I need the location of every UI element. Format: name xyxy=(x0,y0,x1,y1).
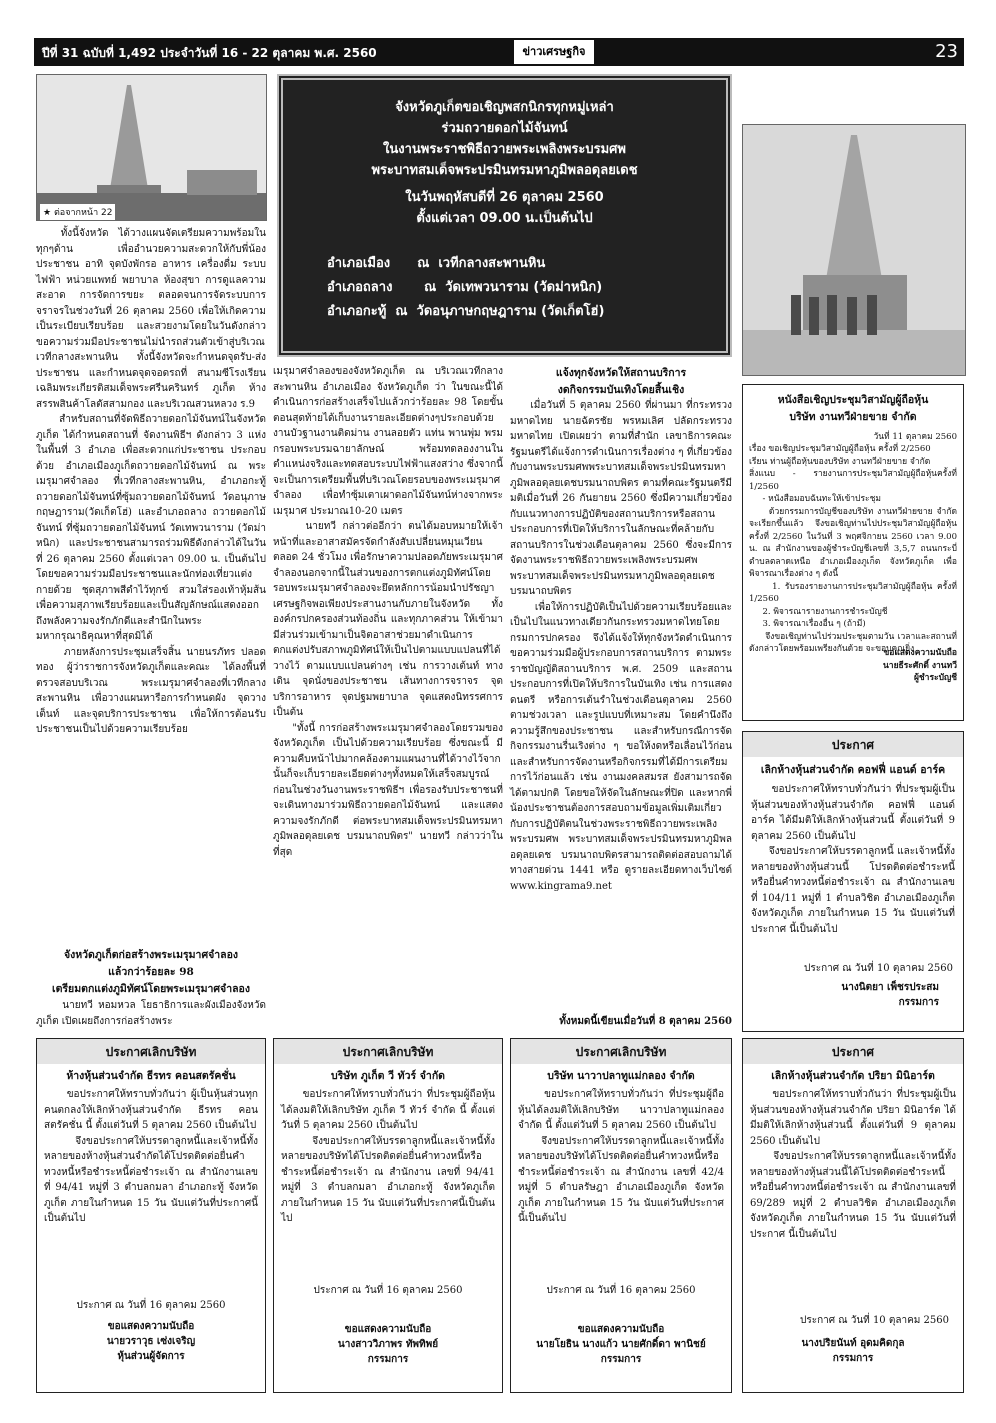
meeting-company: บริษัท งานทวีฝ่ายขาย จำกัด xyxy=(789,411,917,423)
column-2-body: เมรุมาศจำลองของจังหวัดภูเก็ต ณ บริเวณเวทีกลางสะพานหิน อำเภอเมือง จังหวัดภูเก็ต ว่า ในขณะนี้ได้ดำเนินการก่อสร้างเสร็จไปแล้วกว่าร้อยละ 98 โดยขั้นตอนสุดท้ายได้เก็บงานรายละเอียดต่างๆประกอบด้วย งานบัวฐานงานติดม่าน งานลอยตัว แท่น พานพุ่ม พรม กรอบพระบรมฉายาลักษณ์ พร้อมทดลองงานในตำแหน่งจริงและทดสอบระบบไฟฟ้าแสงสว่าง ซึ่งจากนี้จะเป็นการเตรียมพื้นที่บริเวณโดยรอบของพระเมรุมาศจำลอง เพื่อทำซุ้มเตาเผาดอกไม้จันทน์ห่างจากพระเมรุมาศ ประมาณ10-20 เมตร นายทวี กล่าวต่ออีกว่า ตนได้มอบหมายให้เจ้าหน้าที่และอาสาสมัครจัดกำลังสับเปลี่ยนหมุนเวียนตลอด 24 ชั่วโมง เพื่อรักษาความปลอดภัยพระเมรุมาศจำลองนอกจากนี้ในส่วนของการตกแต่งภูมิทัศน์โดยรอบพระเมรุมาศจำลองจะยึดหลักการน้อมนำปรัชญาเศรษฐกิจพอเพียงประสานงานกับภายในจังหวัด ทั้งองค์กรปกครองส่วนท้องถิ่น และทุกภาคส่วน ให้เข้ามามีส่วนร่วมเข้ามาเป็นจิตอาสาช่วยมาดำเนินการตกแต่งปรับสภาพภูมิทัศน์ให้เป็นไปตามแบบแปลนที่ได้วางไว้ ตามแบบแปลนต่างๆ เช่น การวางเต้นท์ ทางเดิน จุดนั่งของประชาชน เส้นทางการจราจร จุดบริการอาหาร จุดปฐมพยาบาล จุดแสดงนิทรรศการ เป็นต้น "ทั้งนี้ การก่อสร้างพระเมรุมาศจำลองโดยรวมของจังหวัดภูเก็ต เป็นไปด้วยความเรียบร้อย ซึ่งขณะนี้ มีความคืบหน้าไปมากคล้องตามแผนงานที่ได้วางไว้จากนั้นก็จะเก็บรายละเอียดต่างๆทั้งหมดให้เสร็จสมบูรณ์ ก่อนในช่วงวันงานพระราชพิธีฯ เพื่อรองรับประชาชนที่จะเดินทางมาร่วมพิธีถวายดอกไม้จันทน์ และแสดงความจงรักภักดี ต่อพระบาทสมเด็จพระปรมินทรมหาภูมิพลอดุลยเดช บรมนาถบพิตร" นายทวี กล่าวว่าในที่สุด xyxy=(273,366,504,858)
construction-photo xyxy=(742,124,966,376)
notice-body: ขอประกาศให้ทราบทั่วกันว่า ที่ประชุมผู้เป็นหุ้นส่วนของห้างหุ้นส่วนจำกัด คอฟฟี่ แอนด์ อาร์ค ได้มีมติให้เลิกห้างหุ้นส่วนนี้ ตั้งแต่วันที่ 9 ตุลาคม 2560 เป็นต้นไป จึงขอประกาศให้บรรดาลูกหนี้ และเจ้าหนี้ทั้งหลายของห้างหุ้นส่วนนี้ โปรดติดต่อชำระหนี้ หรือยื่นคำทวงหนี้ต่อชำระเจ้า ณ สำนักงานเลขที่ 104/11 หมู่ที่ 1 ตำบลวิชิต อำเภอเมืองภูเก็ต จังหวัดภูเก็ต ภายในกำหนด 15 วัน นับแต่วันที่ประกาศ นี้เป็นต้นไป xyxy=(751,784,955,935)
notice-signature xyxy=(743,1336,963,1366)
venue-line: อำเภอกะทู้ ณ วัดอนุภาษกฤษฎาราม (วัดเก็ตโฮ่) xyxy=(327,304,605,319)
announcement-line: พระบาทสมเด็จพระปรมินทรมหาภูมิพลอดุลยเดช xyxy=(371,163,638,178)
col3-heading xyxy=(510,364,732,398)
sign-line: นายธีระศักดิ์ งานทวี xyxy=(882,660,957,671)
sign-line: กรรมการ xyxy=(600,1354,642,1365)
meeting-date: วันที่ 11 ตุลาคม 2560 xyxy=(873,432,957,442)
notice-date: ประกาศ ณ วันที่ 16 ตุลาคม 2560 xyxy=(546,1285,696,1296)
venue-line: อำเภอถลาง ณ วัดเทพวนาราม (วัดม่าหนิก) xyxy=(327,280,603,295)
announcement-line: ตั้งแต่เวลา 09.00 น.เป็นต้นไป xyxy=(416,211,593,226)
meeting-body: เรื่อง ขอเชิญประชุมวิสามัญผู้ถือหุ้น ครั้งที่ 2/2560 เรียน ท่านผู้ถือหุ้นของบริษัท งานทวีฝ่ายขาย จำกัด สิ่งแนบ - รายงานการประชุมวิสามัญผู้ถือหุ้นครั้งที่ 1/2560 - หนังสือมอบฉันทะให้เข้าประชุม ด้วยกรรมการบัญชีของบริษัท งานทวีฝ่ายขาย จำกัด จะเรียกขึ้นแล้ว จึงขอเชิญท่านไปประชุมวิสามัญผู้ถือหุ้น ครั้งที่ 2/2560 ในวันที่ 3 พฤศจิกายน 2560 เวลา 9.00 น. ณ สำนักงานของผู้ชำระบัญชีเลขที่ 3,5,7 ถนนกระบี่ ตำบลตลาดเหนือ อำเภอเมืองภูเก็ต จังหวัดภูเก็ต เพื่อพิจารณาเรื่องต่าง ๆ ดังนี้ 1. รับรองรายงานการประชุมวิสามัญผู้ถือหุ้น ครั้งที่ 1/2560 2. พิจารณารายงานการชำระบัญชี 3. พิจารณาเรื่องอื่น ๆ (ถ้ามี) จึงขอเชิญท่านไปร่วมประชุมตามวัน เวลาและสถานที่ดังกล่าวโดยพร้อมเพรียงกันด้วย จะขอบคุณยิ่ง xyxy=(749,444,957,654)
notice-bottom-2 xyxy=(273,1038,503,1393)
ceremony-announcement xyxy=(277,74,732,357)
announcement-line: ร่วมถวายดอกไม้จันทน์ xyxy=(441,121,568,136)
sign-line: ขอแสดงความนับถือ xyxy=(883,648,957,658)
meeting-title: หนังสือเชิญประชุมวิสามัญผู้ถือหุ้น xyxy=(777,394,929,406)
heading-line: งดกิจกรรมบันเทิงโดยสิ้นเชิง xyxy=(557,384,685,396)
notice-date: ประกาศ ณ วันที่ 10 ตุลาคม 2560 xyxy=(803,963,953,974)
sign-line: นางปริยนันท์ อุดมคิดกุล xyxy=(801,1338,905,1349)
notice-signature xyxy=(511,1322,731,1367)
sign-line: ขอแสดงความนับถือ xyxy=(344,1324,432,1335)
sign-line: ขอแสดงความนับถือ xyxy=(577,1324,665,1335)
sign-line: กรรมการ xyxy=(367,1354,409,1365)
announcement-line: จังหวัดภูเก็ตขอเชิญพสกนิกรทุกหมู่เหล่า xyxy=(395,100,614,115)
star-icon: ★ xyxy=(43,208,52,218)
sign-line: หุ้นส่วนผู้จัดการ xyxy=(117,1351,185,1362)
notice-date: ประกาศ ณ วันที่ 10 ตุลาคม 2560 xyxy=(799,1315,949,1326)
heading-line: จังหวัดภูเก็ตก่อสร้างพระเมรุมาศจำลอง xyxy=(63,949,239,961)
notice-title: ประกาศเลิกบริษัท xyxy=(511,1039,731,1064)
venue-line: อำเภอเมือง ณ เวทีกลางสะพานหิน xyxy=(327,256,546,271)
notice-company: เลิกห้างหุ้นส่วนจำกัด คอฟฟี่ แอนด์ อาร์ค xyxy=(760,764,946,776)
sign-line: นางนิตยา เพ็ชรประสม xyxy=(841,982,939,993)
notice-title: ประกาศเลิกบริษัท xyxy=(274,1039,502,1064)
issue-line: ปีที่ 31 ฉบับที่ 1,492 ประจำวันที่ 16 - 22 ตุลาคม พ.ศ. 2560 xyxy=(42,46,377,60)
caption-text: ต่อจากหน้า 22 xyxy=(53,208,113,218)
sign-line: ผู้ชำระบัญชี xyxy=(913,673,957,683)
notice-company: บริษัท นาวาปลาทูแม่กลอง จำกัด xyxy=(547,1070,695,1082)
col1-heading xyxy=(36,946,266,997)
notice-title: ประกาศ xyxy=(743,732,963,757)
notice-signature xyxy=(274,1322,502,1367)
column-3-footer: ทั้งหมดนี้เขียนเมื่อวันที่ 8 ตุลาคม 2560 xyxy=(559,1016,732,1027)
notice-bottom-4 xyxy=(742,1038,964,1393)
column-1-tail: นายทวี หอมหวล โยธาธิการและผังเมืองจังหวัดภูเก็ต เปิดเผยถึงการก่อสร้างพระ xyxy=(36,1000,266,1027)
notice-body: ขอประกาศให้ทราบทั่วกันว่า ที่ประชุมผู้ถือหุ้นได้ลงมติให้เลิกบริษัท ภูเก็ต วี ทัวร์ จำกัด นี้ ตั้งแต่วันที่ 5 ตุลาคม 2560 เป็นต้นไป จึงขอประกาศให้บรรดาลูกหนี้และเจ้าหนี้ทั้งหลายของบริษัทได้โปรดติดต่อยื่นคำทวงหนี้หรือชำระหนี้ต่อชำระเจ้า ณ สำนักงาน เลขที่ 94/41 หมู่ที่ 3 ตำบลกมลา อำเภอกะทู้ จังหวัดภูเก็ต ภายในกำหนด 15 วัน นับแต่วันที่ประกาศนี้เป็นต้นไป xyxy=(281,1089,495,1224)
notice-signature xyxy=(743,976,963,1010)
page-number: 23 xyxy=(935,41,958,62)
column-3-body: เมื่อวันที่ 5 ตุลาคม 2560 ที่ผ่านมา ที่กระทรวงมหาดไทย นายฉัตรชัย พรหมเลิศ ปลัดกระทรวงมหาดไทย เปิดเผยว่า ตามที่สำนัก เลขาธิการคณะรัฐมนตรีได้แจ้งการดำเนินการเรื่องต่าง ๆ ที่เกี่ยวข้องกับงานพระบรมศพพระบาทสมเด็จพระปรมินทรมหาภูมิพลอดุลยเดชบรมนาถบพิตร ตามที่คณะรัฐมนตรีมีมติเมื่อวันที่ 26 กันยายน 2560 ซึ่งมีความเกี่ยวข้องกับแนวทางการปฏิบัติของสถานบริการหรือสถานประกอบการที่เปิดให้บริการในลักษณะที่คล้ายกับสถานบริการในช่วงเดือนตุลาคม 2560 ซึ่งจะมีการจัดงานพระราชพิธีถวายพระเพลิงพระบรมศพพระบาทสมเด็จพระปรมินทรมหาภูมิพลอดุลยเดชบรมนาถบพิตร เพื่อให้การปฏิบัติเป็นไปด้วยความเรียบร้อยและเป็นไปในแนวทางเดียวกันกระทรวงมหาดไทยโดยกรมการปกครอง จึงได้แจ้งให้ทุกจังหวัดดำเนินการขอความร่วมมือผู้ประกอบการสถานบริการ ตามพระราชบัญญัติสถานบริการ พ.ศ. 2509 และสถานประกอบการที่เปิดให้บริการในบันเทิง เช่น การแสดงดนตรี หรือการเต้นรำในช่วงเดือนตุลาคม 2560 ตามช่วงเวลา และรูปแบบที่เหมาะสม โดยคำนึงถึงความรู้สึกของประชาชน และสำหรับกรณีการจัดกิจกรรมงานรื่นเริงต่าง ๆ ขอให้งดหรือเลื่อนไว้ก่อน และสำหรับการจัดงานหรือกิจกรรมที่ได้มีการเตรียมการไว้ก่อนแล้ว เช่น งานมงคลสมรส ยังสามารถจัดได้ตามปกติ โดยขอให้จัดในลักษณะที่ปิด และหากพี่น้องประชาชนต้องการสอบถามข้อมูลเพิ่มเติมเกี่ยวกับการปฏิบัติตนในช่วงพระราชพิธีถวายพระเพลิงพระบรมศพ พระบาทสมเด็จพระปรมินทรมหาภูมิพลอดุลยเดช บรมนาถบพิตรสามารถติดต่อสอบถามได้ทางสายด่วน 1441 หรือ ดูรายละเอียดทางเว็บไซต์ www.kingrama9.net xyxy=(510,400,732,892)
notice-title: ประกาศเลิกบริษัท xyxy=(37,1039,265,1064)
notice-bottom-3 xyxy=(510,1038,732,1393)
photo-caption xyxy=(40,204,115,220)
heading-line: แล้วกว่าร้อยละ 98 xyxy=(108,966,194,978)
notice-coffee-and-art xyxy=(742,731,964,1032)
notice-signature xyxy=(37,1319,265,1364)
sign-line: นายวราวุธ เซ่งเจริญ xyxy=(106,1336,196,1347)
notice-company: เลิกห้างหุ้นส่วนจำกัด ปริยา มินิอาร์ต xyxy=(771,1070,935,1082)
notice-company: บริษัท ภูเก็ต วี ทัวร์ จำกัด xyxy=(330,1070,446,1082)
sign-line: นายโยธิน นางแก้ว นายศักดิ์ดา พานิชย์ xyxy=(536,1339,706,1350)
sign-line: ขอแสดงความนับถือ xyxy=(107,1321,195,1332)
announcement-line: ในงานพระราชพิธีถวายพระเพลิงพระบรมศพ xyxy=(382,142,627,157)
notice-date: ประกาศ ณ วันที่ 16 ตุลาคม 2560 xyxy=(313,1285,463,1296)
sign-line: นางสาววิภาพร ทัพทิพย์ xyxy=(337,1339,439,1350)
newspaper-logo: ข่าวเศรษฐกิจ xyxy=(514,40,594,64)
notice-body: ขอประกาศให้ทราบทั่วกันว่า ที่ประชุมผู้เป็นหุ้นส่วนของห้างหุ้นส่วนจำกัด ปริยา มินิอาร์ต ได้มีมติให้เลิกห้างหุ้นส่วนนี้ ตั้งแต่วันที่ 9 ตุลาคม 2560 เป็นต้นไป จึงขอประกาศให้บรรดาลูกหนี้และเจ้าหนี้ทั้งหลายของห้างหุ้นส่วนนี้ได้โปรดติดต่อชำระหนี้หรือยื่นคำทวงหนี้ต่อชำระเจ้า ณ สำนักงานเลขที่ 69/289 หมู่ที่ 2 ตำบลวิชิต อำเภอเมืองภูเก็ต จังหวัดภูเก็ต ภายในกำหนด 15 วัน นับแต่วันที่ประกาศ นี้เป็นต้นไป xyxy=(750,1089,956,1240)
heading-line: แจ้งทุกจังหวัดให้สถานบริการ xyxy=(555,367,687,379)
notice-bottom-1 xyxy=(36,1038,266,1393)
announcement-line: ในวันพฤหัสบดีที่ 26 ตุลาคม 2560 xyxy=(405,190,604,205)
notice-body: ขอประกาศให้ทราบทั่วกันว่า ผู้เป็นหุ้นส่วนทุกคนตกลงให้เลิกห้างหุ้นส่วนจำกัด ธีรทร คอนสตรัคชั่น นี้ ตั้งแต่วันที่ 5 ตุลาคม 2560 เป็นต้นไป จึงขอประกาศให้บรรดาลูกหนี้และเจ้าหนี้ทั้งหลายของห้างหุ้นส่วนจำกัดได้โปรดติดต่อยื่นคำทวงหนี้หรือชำระหนี้ต่อชำระเจ้า ณ สำนักงานเลขที่ 94/41 หมู่ที่ 3 ตำบลกมลา อำเภอกะทู้ จังหวัดภูเก็ต ภายในกำหนด 15 วัน นับแต่วันที่ประกาศนี้เป็นต้นไป xyxy=(44,1089,258,1224)
meeting-invitation xyxy=(742,384,964,721)
notice-date: ประกาศ ณ วันที่ 16 ตุลาคม 2560 xyxy=(76,1300,226,1311)
construction-illustration xyxy=(743,125,965,375)
pavilion-photo xyxy=(36,74,267,221)
pavilion-illustration xyxy=(37,75,266,220)
notice-title: ประกาศ xyxy=(743,1039,963,1064)
column-1-body: ทั้งนี้จังหวัด ได้วางแผนจัดเตรียมความพร้อมในทุกๆด้าน เพื่ออำนวยความสะดวกให้กับพี่น้องประชาชน อาทิ จุดบังพักรอ อาหาร เครื่องดื่ม ระบบไฟฟ้า หน่วยแพทย์ พยาบาล ห้องสุขา การดูแลความสะอาด การจัดการขยะ ตลอดจนการจัดระบบการจราจรในช่วงวันที่ 26 ตุลาคม 2560 เพื่อให้เกิดความเป็นระเบียบเรียบร้อย และสวยงามโดยในวันดังกล่าวขอความร่วมมือประชาชนไม่นำรถส่วนตัวเข้าสู่บริเวณเวทีกลางสะพานหิน ทั้งนี้จังหวัดจะกำหนดจุดรับ-ส่งประชาชน และกำหนดจุดจอดรถที่ สนามซีโรงเรียนเฉลิมพระเกียรติสมเด็จพระศรีนครินทร์ ภูเก็ต ห้างสรรพสินค้าโลตัสสามกอง และบริเวณสวนหลวง ร.9 สำหรับสถานที่จัดพิธีถวายดอกไม้จันทน์ในจังหวัดภูเก็ต ได้กำหนดสถานที่ จัดงานพิธีฯ ดังกล่าว 3 แห่ง ในพื้นที่ 3 อำเภอ เพื่อสะดวกแก่ประชาชน ประกอบด้วย อำเภอเมืองภูเก็ตถวายดอกไม้จันทน์ ณ พระเมรุมาศจำลอง ที่เวทีกลางสะพานหิน, อำเภอกะทู้ ถวายดอกไม้จันทน์ที่ซุ้มถวายดอกไม้จันทน์ วัดอนุภาษกฤษฎาราม(วัดเก็ตโฮ่) และอำเภอถลาง ถวายดอกไม้จันทน์ ที่ซุ้มถวายดอกไม้จันทน์ วัดเทพวนาราม (วัดม่าหนิก) และประชาชนสามารถร่วมพิธีดังกล่าวได้ในวันที่ 26 ตุลาคม 2560 ตั้งแต่เวลา 09.00 น. เป็นต้นไป โดยขอความร่วมมือประชาชนและนักท่องเที่ยวแต่งกายด้วย ชุดสุภาพสีดำไว้ทุกข์ สวมใส่รองเท้าหุ้มส้นเพื่อความสุภาพเรียบร้อยและเป็นสัญลักษณ์แสดงออกถึงพลังความจงรักภักดีและสำนึกในพระมหากรุณาธิคุณหาที่สุดมิได้ ภายหลังการประชุมเสร็จสิ้น นายนรภัทร ปลอดทอง ผู้ว่าราชการจังหวัดภูเก็ตและคณะ ได้ลงพื้นที่ตรวจสอบบริเวณ พระเมรุมาศจำลองที่เวทีกลางสะพานหิน เพื่อวางแผนหารือการกำหนดผัง จุดวางเต็นท์ และจุดบริการประชาชน เพื่อให้การต้อนรับประชาชนเป็นไปด้วยความเรียบร้อย xyxy=(36,228,266,735)
sign-line: กรรมการ xyxy=(832,1353,874,1364)
sign-line: กรรมการ xyxy=(898,997,939,1008)
heading-line: เตรียมตกแต่งภูมิทัศน์โดยพระเมรุมาศจำลอง xyxy=(52,983,250,995)
notice-body: ขอประกาศให้ทราบทั่วกันว่า ที่ประชุมผู้ถือหุ้นได้ลงมติให้เลิกบริษัท นาวาปลาทูแม่กลอง จำกัด นี้ ตั้งแต่วันที่ 5 ตุลาคม 2560 เป็นต้นไป จึงขอประกาศให้บรรดาลูกหนี้และเจ้าหนี้ทั้งหลายของบริษัทได้โปรดติดต่อยื่นคำทวงหนี้หรือชำระหนี้ต่อชำระเจ้า ณ สำนักงาน เลขที่ 42/4 หมู่ที่ 5 ตำบลรัษฎา อำเภอเมืองภูเก็ต จังหวัดภูเก็ต ภายในกำหนด 15 วัน นับแต่วันที่ประกาศนี้เป็นต้นไป xyxy=(518,1089,724,1224)
notice-company: ห้างหุ้นส่วนจำกัด ธีรทร คอนสตรัคชั่น xyxy=(66,1070,236,1082)
page-header xyxy=(34,38,964,66)
